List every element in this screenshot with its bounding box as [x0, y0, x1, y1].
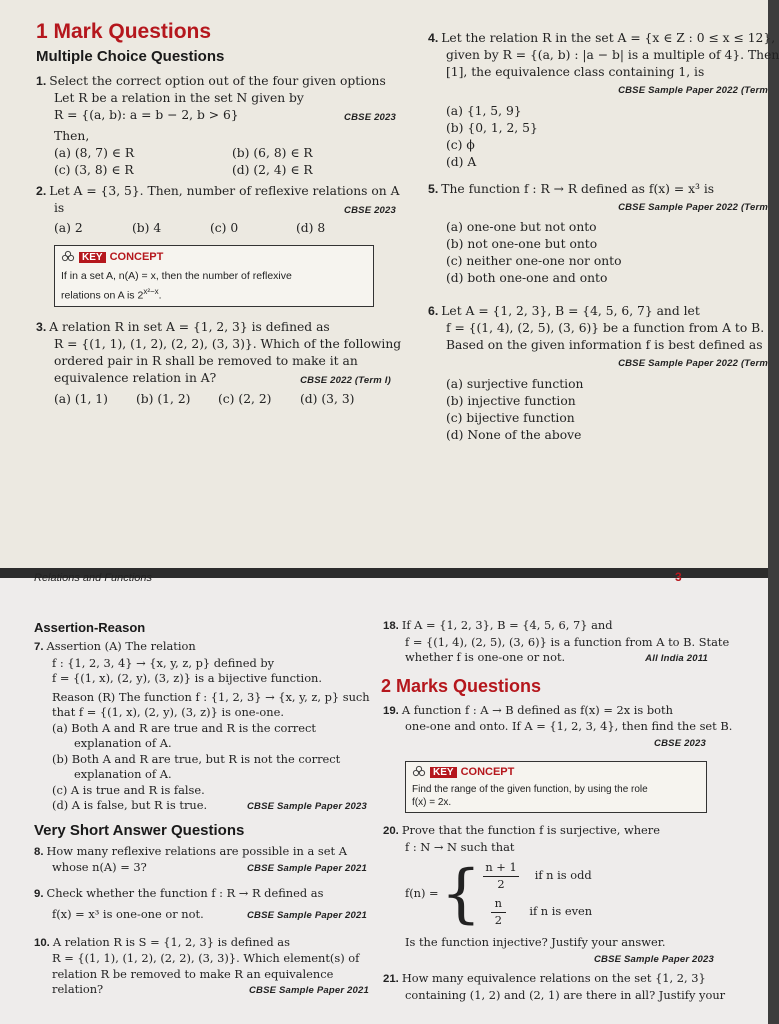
key-concept-box	[54, 245, 374, 307]
option-b: (b) {0, 1, 2, 5}	[446, 121, 538, 135]
option-d: (d) (3, 3)	[300, 392, 355, 406]
flower-icon	[412, 765, 426, 779]
question-number: 1.	[36, 74, 47, 88]
source-label: CBSE 2023	[344, 112, 396, 123]
case-even	[483, 896, 592, 928]
question-text: How many reflexive relations are possible in a set A	[46, 843, 347, 858]
key-badge: KEY	[79, 252, 106, 263]
question-text: Let the relation R in the set A = {x ∈ Z : 0 ≤ x ≤ 12},	[441, 31, 776, 45]
question-text: Select the correct option out of the four given options	[49, 74, 386, 88]
option-b: (b) (1, 2)	[136, 392, 191, 406]
question-number: 10.	[34, 936, 50, 949]
lower-right-column	[381, 618, 733, 1003]
question-text: whose n(A) = 3?	[52, 860, 147, 874]
question-text: [1], the equivalence class containing 1, is	[446, 65, 705, 79]
left-brace: {	[440, 857, 482, 931]
question-8	[34, 844, 379, 876]
question-text: A relation R is S = {1, 2, 3} is defined as	[52, 934, 290, 949]
source-label: CBSE Sample Paper 2022 (Term	[618, 85, 768, 96]
concept-text: relations on A is 2	[61, 289, 144, 302]
running-header: Relations and Functions	[34, 572, 153, 584]
question-text: The function f : R → R defined as f(x) = x³ is	[441, 182, 715, 196]
question-text: Then,	[54, 129, 90, 143]
question-text: Assertion (A) The relation	[46, 639, 196, 653]
option-a: (a) 2	[54, 221, 83, 235]
question-1	[36, 73, 401, 179]
option-c: (c) 0	[210, 221, 239, 235]
option-a-continued: explanation of A.	[74, 736, 172, 750]
source-label: All India 2011	[645, 653, 708, 664]
function-label: f(n) =	[405, 886, 439, 901]
option-d: (d) both one-one and onto	[446, 271, 608, 285]
option-b: (b) (6, 8) ∈ R	[232, 146, 313, 160]
option-a: (a) surjective function	[446, 377, 584, 391]
question-text: Check whether the function f : R → R defined as	[46, 885, 324, 900]
source-label: CBSE Sample Paper 2021	[248, 985, 369, 996]
one-mark-heading: 1 Mark Questions	[36, 20, 212, 43]
concept-text: f(x) = 2x.	[412, 797, 452, 808]
question-text: Let A = {3, 5}. Then, number of reflexive relations on A	[49, 184, 400, 198]
question-text: f = {(1, 4), (2, 5), (3, 6)} be a function from A to B.	[446, 321, 765, 335]
source-label: CBSE Sample Paper 2021	[246, 910, 367, 921]
question-text: that f = {(1, x), (2, y), (3, z)} is one-one.	[52, 705, 284, 719]
option-c: (c) neither one-one nor onto	[446, 254, 622, 268]
source-label: CBSE Sample Paper 2022 (Term	[618, 358, 768, 369]
question-number: 8.	[34, 845, 44, 858]
option-a: (a) Both A and R are true and R is the correct	[52, 720, 316, 735]
question-text: Prove that the function f is surjective, where	[401, 823, 660, 837]
fraction-denominator: 2	[494, 912, 502, 927]
case-odd	[483, 860, 592, 892]
option-d: (d) 8	[296, 221, 326, 235]
question-3	[36, 319, 401, 408]
question-text: f : {1, 2, 3, 4} → {x, y, z, p} defined by	[52, 655, 275, 670]
question-number: 9.	[34, 887, 44, 900]
key-badge: KEY	[430, 767, 457, 778]
question-text: R = {(1, 1), (1, 2), (2, 2), (3, 3)}. Which of the following	[54, 337, 402, 351]
option-a: (a) (8, 7) ∈ R	[54, 146, 135, 160]
concept-text: If in a set A, n(A) = x, then the number of reflexive	[61, 270, 292, 282]
question-21	[383, 971, 726, 1003]
question-text: R = {(a, b): a = b − 2, b > 6}	[54, 108, 239, 122]
question-18	[383, 618, 730, 666]
question-text: one-one and onto. If A = {1, 2, 3, 4}, then find the set B.	[405, 719, 733, 733]
option-c: (c) A is true and R is false.	[52, 782, 205, 797]
assertion-reason-heading: Assertion-Reason	[34, 620, 146, 635]
option-b: (b) not one-one but onto	[446, 237, 598, 251]
question-text: containing (1, 2) and (2, 1) are there in all? Justify your	[405, 987, 726, 1002]
question-number: 18.	[383, 620, 399, 632]
question-text: A function f : A → B defined as f(x) = 2x is both	[401, 702, 673, 717]
question-number: 20.	[383, 825, 399, 837]
source-label: CBSE Sample Paper 2023	[246, 801, 367, 812]
upper-right-column	[428, 30, 779, 444]
question-text: is	[54, 201, 65, 215]
question-text: Based on the given information f is best defined as	[446, 338, 763, 352]
concept-title: CONCEPT	[460, 766, 515, 778]
question-text: given by R = {(a, b) : |a − b| is a multiple of 4}. Then	[446, 48, 779, 62]
option-a: (a) one-one but not onto	[446, 220, 597, 234]
question-text: If A = {1, 2, 3}, B = {4, 5, 6, 7} and	[401, 618, 613, 632]
question-number: 19.	[383, 704, 399, 717]
option-c: (c) bijective function	[446, 411, 575, 425]
question-number: 3.	[36, 320, 47, 334]
question-text: A relation R in set A = {1, 2, 3} is defined as	[49, 320, 330, 334]
option-d: (d) A is false, but R is true.	[52, 798, 208, 812]
very-short-answer-heading: Very Short Answer Questions	[34, 821, 245, 839]
question-number: 2.	[36, 184, 47, 198]
question-2	[36, 183, 401, 237]
question-number: 6.	[428, 304, 439, 318]
question-number: 5.	[428, 182, 439, 196]
fraction-numerator: n	[491, 896, 506, 913]
mcq-subheading: Multiple Choice Questions	[36, 48, 225, 65]
flower-icon	[61, 250, 75, 264]
option-c: (c) (2, 2)	[218, 392, 272, 406]
question-9	[34, 886, 379, 923]
question-19	[383, 702, 733, 752]
question-text: R = {(1, 1), (1, 2), (2, 2), (3, 3)}. Which element(s) of	[52, 951, 360, 965]
question-text: f = {(1, 4), (2, 5), (3, 6)} is a function from A to B. State	[405, 634, 730, 649]
question-7	[34, 639, 379, 814]
source-label: CBSE Sample Paper 2022 (Term	[618, 202, 768, 213]
question-20	[383, 823, 718, 967]
source-label: CBSE 2023	[344, 205, 396, 216]
option-a: (a) {1, 5, 9}	[446, 104, 522, 118]
option-c: (c) (3, 8) ∈ R	[54, 163, 134, 177]
option-b: (b) injective function	[446, 394, 576, 408]
question-5	[428, 181, 768, 287]
question-text: How many equivalence relations on the set {1, 2, 3}	[401, 971, 706, 985]
option-a: (a) (1, 1)	[54, 392, 108, 406]
lower-left-column	[34, 620, 379, 998]
option-d: (d) A	[446, 155, 477, 169]
fraction-numerator: n + 1	[483, 860, 518, 877]
option-b: (b) Both A and R are true, but R is not the correct	[52, 751, 341, 766]
question-4	[428, 30, 779, 171]
upper-left-column	[36, 20, 401, 408]
two-marks-heading: 2 Marks Questions	[381, 675, 542, 696]
question-text: whether f is one-one or not.	[405, 650, 566, 664]
option-d: (d) None of the above	[446, 428, 582, 442]
question-text: Let A = {1, 2, 3}, B = {4, 5, 6, 7} and let	[441, 304, 700, 318]
concept-text: Find the range of the given function, by using the role	[412, 784, 648, 795]
case-condition: if n is odd	[534, 868, 592, 883]
fraction-denominator: 2	[497, 876, 505, 891]
question-number: 7.	[34, 641, 44, 653]
concept-text: .	[158, 289, 162, 302]
question-text: Is the function injective? Justify your answer.	[405, 935, 666, 949]
question-number: 4.	[428, 31, 439, 45]
lower-book-page	[0, 570, 768, 1024]
question-text: ordered pair in R shall be removed to make it an	[54, 354, 358, 368]
question-text: Reason (R) The function f : {1, 2, 3} → {x, y, z, p} such	[52, 689, 370, 704]
question-text: f : N → N such that	[405, 839, 515, 854]
question-10	[34, 935, 379, 998]
piecewise-function	[405, 857, 718, 931]
question-text: relation R be removed to make R an equivalence	[52, 966, 334, 981]
source-label: CBSE 2022 (Term I)	[300, 375, 391, 386]
concept-title: CONCEPT	[109, 251, 164, 263]
question-number: 21.	[383, 973, 399, 985]
page-number: 3	[675, 570, 682, 584]
concept-exponent: x²−x	[143, 287, 159, 296]
question-text: relation?	[52, 982, 104, 996]
option-d: (d) (2, 4) ∈ R	[232, 163, 313, 177]
case-condition: if n is even	[529, 904, 593, 919]
source-label: CBSE Sample Paper 2021	[246, 863, 367, 874]
question-text: f = {(1, x), (2, y), (3, z)} is a bijective function.	[52, 671, 323, 685]
source-label: CBSE 2023	[654, 737, 706, 749]
question-text: f(x) = x³ is one-one or not.	[52, 907, 204, 921]
question-text: equivalence relation in A?	[54, 371, 217, 385]
question-6	[428, 303, 768, 444]
option-b: (b) 4	[132, 221, 162, 235]
question-text: Let R be a relation in the set N given by	[54, 91, 304, 105]
option-b-continued: explanation of A.	[74, 767, 172, 781]
source-label: CBSE Sample Paper 2023	[593, 953, 714, 965]
option-c: (c) ϕ	[446, 138, 475, 152]
key-concept-box	[405, 761, 707, 813]
